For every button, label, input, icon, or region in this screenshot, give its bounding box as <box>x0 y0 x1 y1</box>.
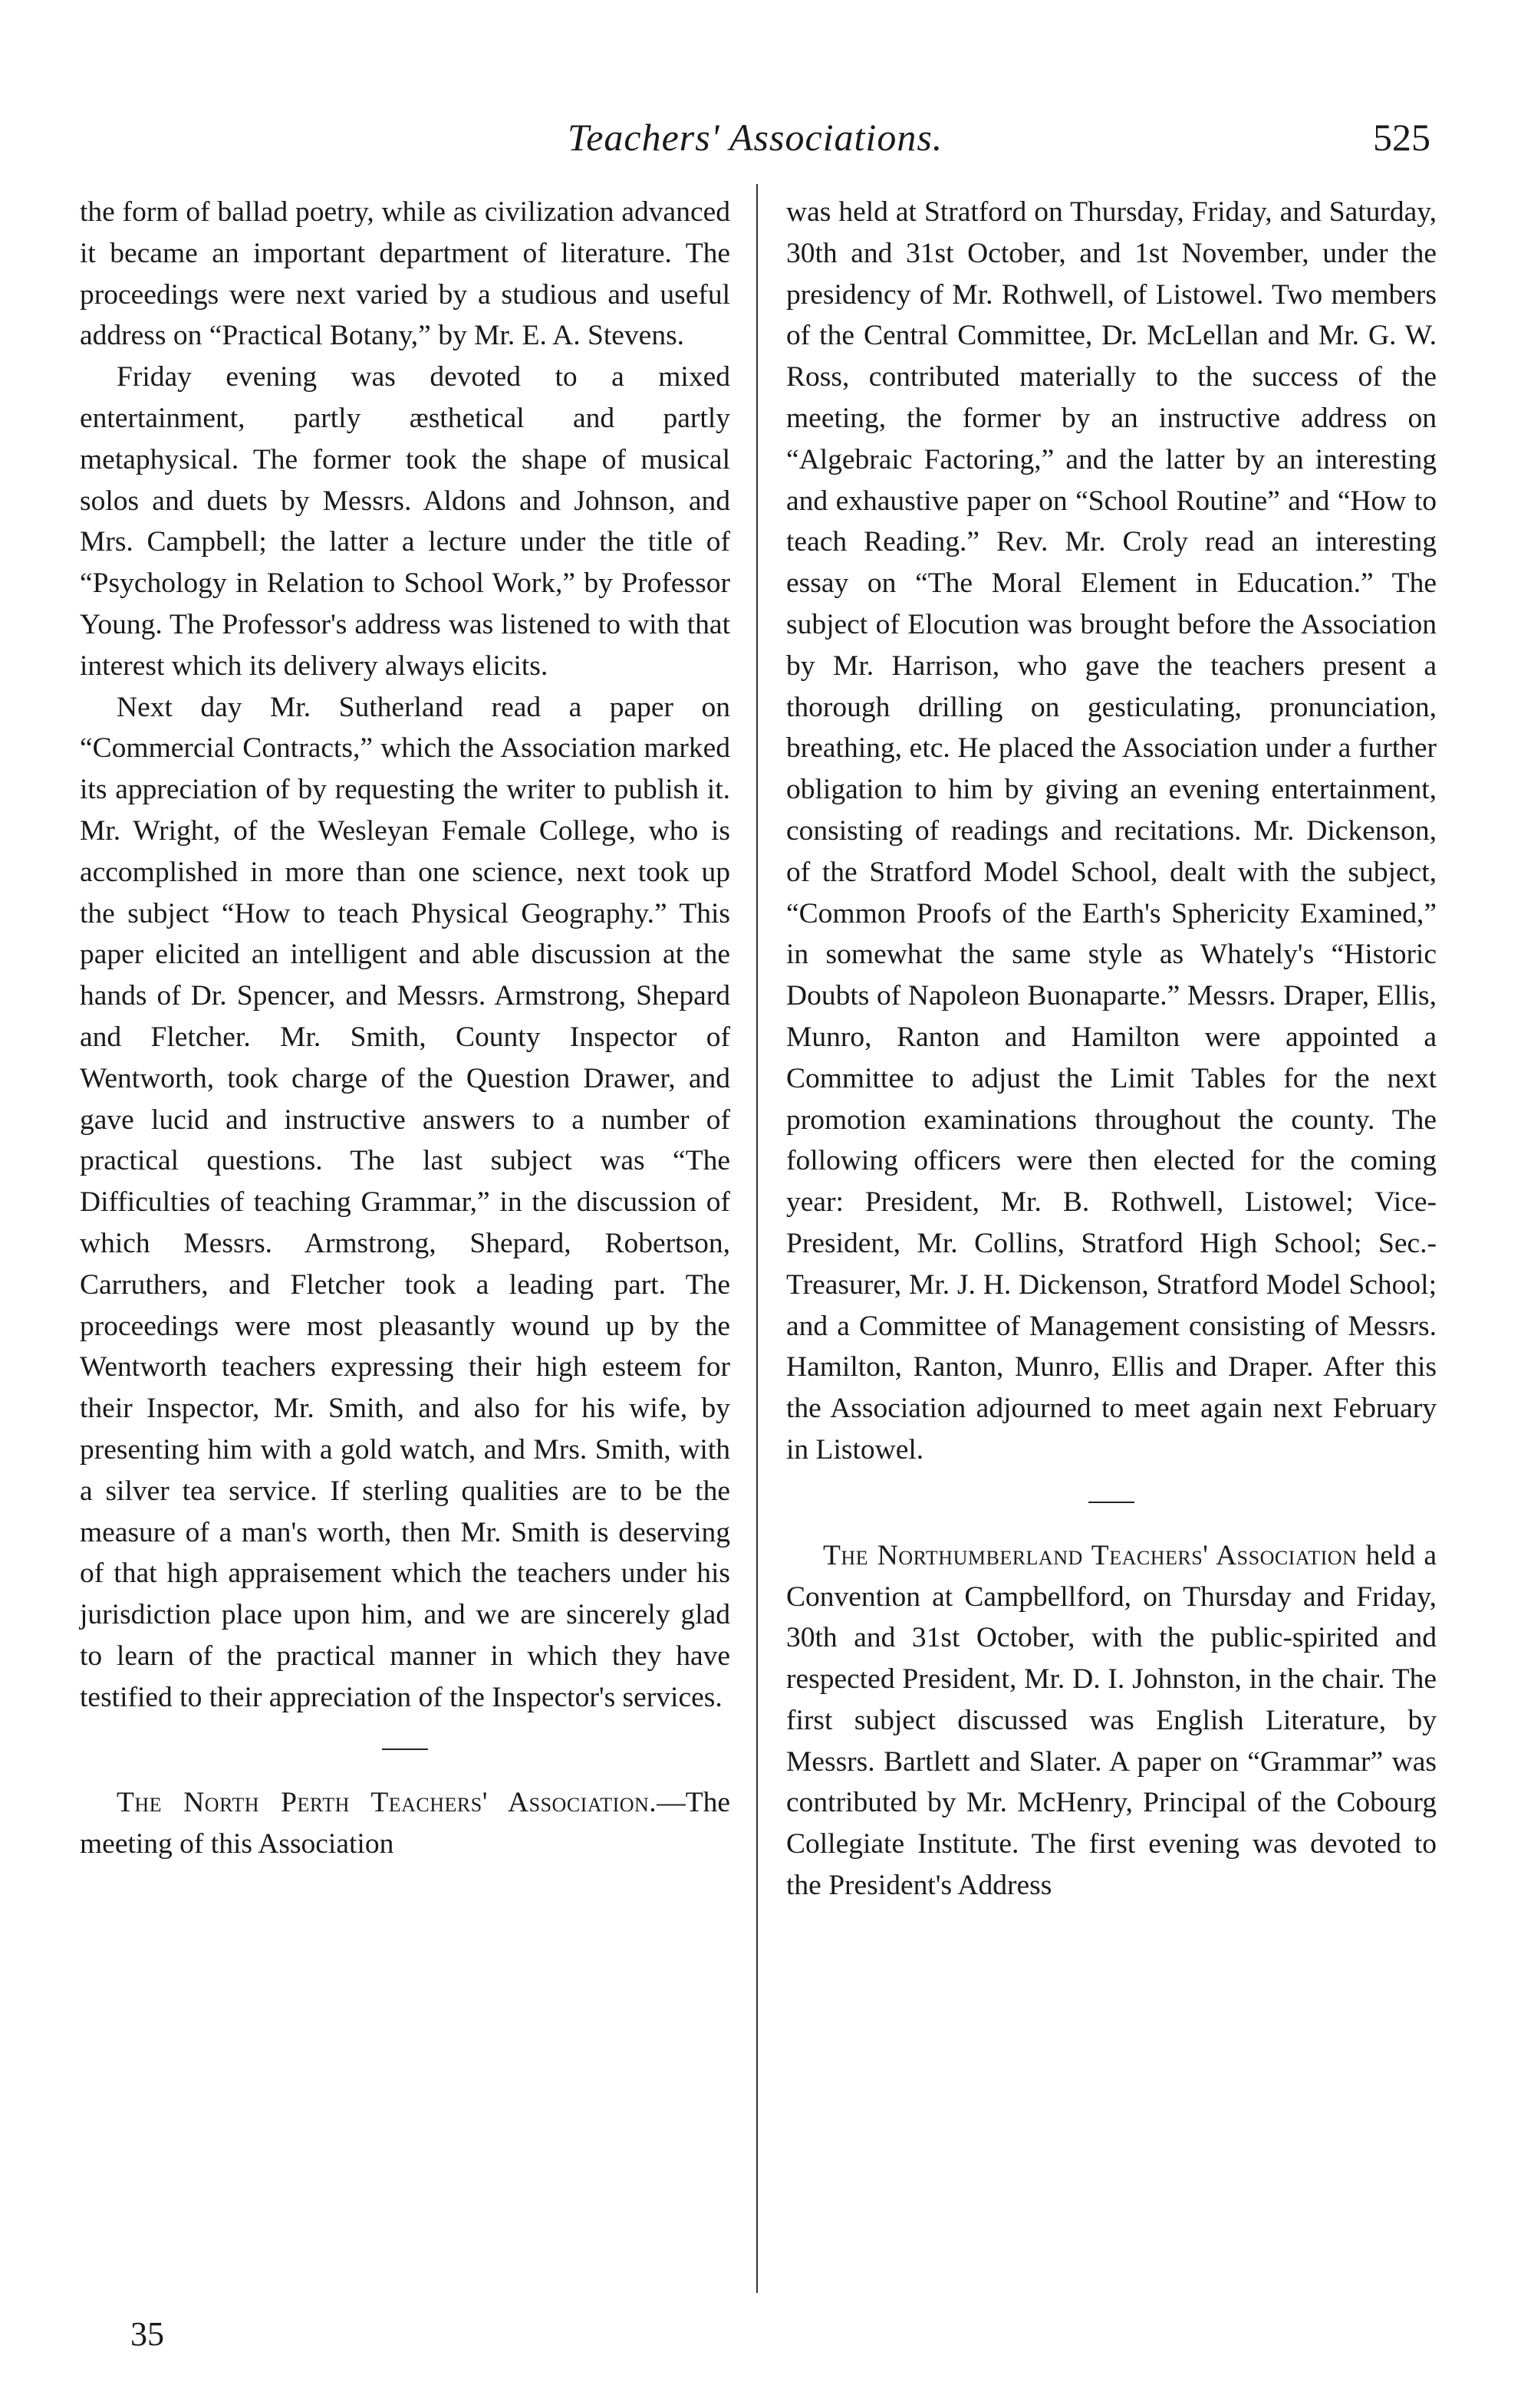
signature-mark: 35 <box>130 2315 164 2353</box>
section-heading: The North Perth Teachers' Association. <box>117 1787 657 1819</box>
running-title: Teachers' Associations. <box>568 116 943 159</box>
right-column <box>786 192 1437 1906</box>
paragraph: the form of ballad poetry, while as civilization advanced it became an important department of literature. The proceedings were next varied by a studious and useful address on “Practical Botany,” by Mr. E. A. Stevens. <box>80 196 730 352</box>
paragraph: was held at Stratford on Thursday, Friday, and Saturday, 30th and 31st October, and 1st November, under the presidency of Mr. Rothwell, of Listowel. Two members of the Central Committee, Dr. McLellan and Mr. G. W. Ross, contributed materially to the success of the meeting, the former by an instructive address on “Algebraic Factoring,” and the latter by an interesting and exhaustive paper on “School Routine” and “How to teach Reading.” Rev. Mr. Croly read an interesting essay on “The Moral Element in Education.” The subject of Elocution was brought before the Association by Mr. Harrison, who gave the teachers present a thorough drilling on gesticulating, pronunciation, breathing, etc. He placed the Association under a further obligation to him by giving an evening entertainment, consisting of readings and recitations. Mr. Dickenson, of the Stratford Model School, dealt with the subject, “Common Proofs of the Earth's Sphericity Examined,” in somewhat the same style as Whately's “Historic Doubts of Napoleon Buonaparte.” Messrs. Draper, Ellis, Munro, Ranton and Hamilton were appointed a Committee to adjust the Limit Tables for the next promotion examinations throughout the county. The following officers were then elected for the coming year: President, Mr. B. Rothwell, Listowel; Vice-President, Mr. Collins, Stratford High School; Sec.-Treasurer, Mr. J. H. Dickenson, Stratford Model School; and a Committee of Management consisting of Messrs. Hamilton, Ranton, Munro, Ellis and Draper. After this the Association adjourned to meet again next February in Listowel. <box>786 196 1437 1466</box>
left-column <box>80 192 730 1865</box>
section-heading: The Northumberland Teachers' Association <box>823 1539 1358 1571</box>
paragraph <box>80 1782 730 1865</box>
paragraph-text: —The meeting of this Association <box>80 1787 730 1860</box>
page-number: 525 <box>1373 116 1430 159</box>
paragraph: Next day Mr. Sutherland read a paper on “Commercial Contracts,” which the Association marked its appreciation of by requesting the writer to publish it. Mr. Wright, of the Wesleyan Female College, who is accomplished in more than one science, next took up the subject “How to teach Physical Geography.” This paper elicited an intelligent and able discussion at the hands of Dr. Spencer, and Messrs. Armstrong, Shepard and Fletcher. Mr. Smith, County Inspector of Wentworth, took charge of the Question Drawer, and gave lucid and instructive answers to a number of practical questions. The last subject was “The Difficulties of teaching Grammar,” in the discussion of which Messrs. Armstrong, Shepard, Robertson, Carruthers, and Fletcher took a leading part. The proceedings were most pleasantly wound up by the Wentworth teachers expressing their high esteem for their Inspector, Mr. Smith, and also for his wife, by presenting him with a gold watch, and Mrs. Smith, with a silver tea service. If sterling qualities are to be the measure of a man's worth, then Mr. Smith is deserving of that high appraisement which the teachers under his jurisdiction place upon him, and we are sincerely glad to learn of the practical manner in which they have testified to their appreciation of the Inspector's services. <box>80 691 730 1713</box>
paragraph: Friday evening was devoted to a mixed entertainment, partly æsthetical and partly metaphysical. The former took the shape of musical solos and duets by Messrs. Aldons and Johnson, and Mrs. Campbell; the latter a lecture under the title of “Psychology in Relation to School Work,” by Professor Young. The Professor's address was listened to with that interest which its delivery always elicits. <box>80 361 730 682</box>
paragraph <box>786 1535 1437 1906</box>
paragraph-text: held a Convention at Campbellford, on Thursday and Friday, 30th and 31st October, with the public-spirited and respected President, Mr. D. I. Johnston, in the chair. The first subject discussed was English Literature, by Messrs. Bartlett and Slater. A paper on “Grammar” was contributed by Mr. McHenry, Principal of the Cobourg Collegiate Institute. The first evening was devoted to the President's Address <box>786 1539 1437 1902</box>
running-header <box>0 115 1521 169</box>
section-divider <box>382 1748 428 1750</box>
column-rule <box>756 184 758 2293</box>
section-divider <box>1088 1502 1134 1503</box>
